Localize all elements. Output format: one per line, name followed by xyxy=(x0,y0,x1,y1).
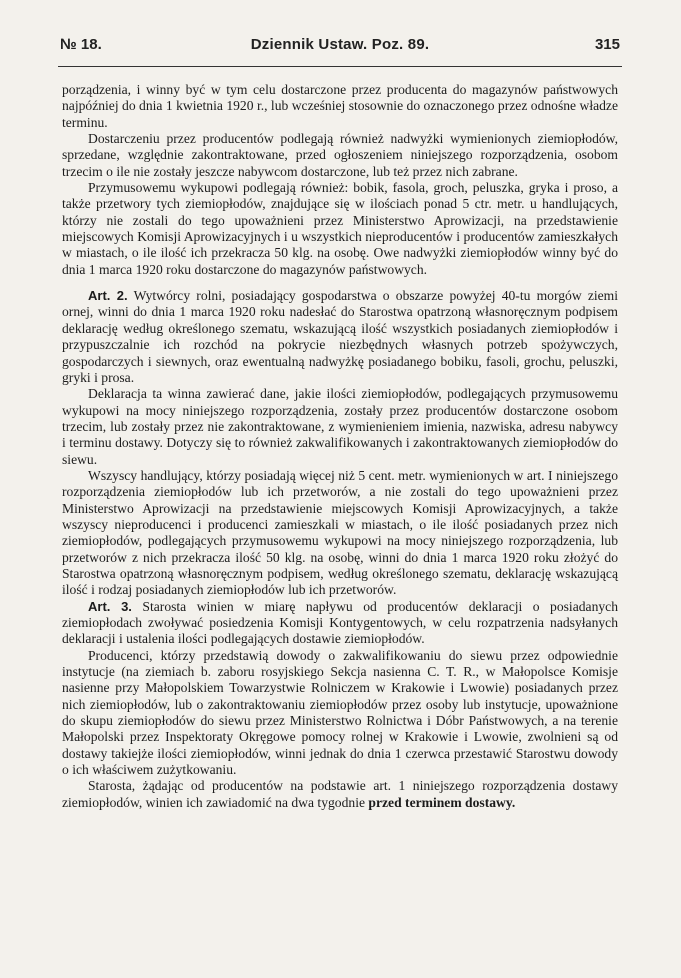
paragraph: Przymusowemu wykupowi podlegają również: bobik, fasola, groch, peluszka, gryka i proso, a także przetwory tych ziemiopłodów, znajdujące się w ilościach ponad 5 ctr. metr. u handlujących, którzy nie zostali do tego upoważnieni przez Ministerstwo Aprowizacji, na przedstawienie miejscowych Komisji Aprowizacyjnych i u wszystkich nieproducentów i producentów zamieszkałych w miastach, o ile ilość ich przekracza 50 klg. na osobę. Owe nadwyżki ziemiopłodów winny być do dnia 1 marca 1920 roku dostarczone do magazynów państwowych. xyxy=(62,180,618,277)
paragraph: Deklaracja ta winna zawierać dane, jakie ilości ziemiopłodów, podlegających przymusowemu wykupowi na mocy niniejszego rozporządzenia, zostały przez producentów dostarczone osobom trzecim, lub zostały przez nie zakontraktowane, z wymienieniem imienia, nazwiska, adresu nabywcy i terminu dostawy. Dotyczy się to również zakwalifikowanych i zakontraktowanych ziemiopłodów do siewu. xyxy=(62,386,618,467)
article-2-label: Art. 2. xyxy=(88,288,128,304)
paragraph: Producenci, którzy przedstawią dowody o zakwalifikowaniu do siewu przez odpowiednie instytucje (na ziemiach b. zaboru rosyjskiego Sekcja nasienna C. T. R., w Małopolsce Komisje nasienne przy Małopolskiem Towarzystwie Rolniczem w Krakowie i Lwowie) posiadanych przez nich ziemiopłodów, lub o zakontraktowaniu ziemiopłodów przez osoby lub instytucje, upoważnione do skupu ziemiopłodów do siewu przez Ministerstwo Rolnictwa i Dóbr Państwowych, a na terenie Małopolski przez Inspektoraty Okręgowe pomocy rolnej w Krakowie i Lwowie, zwolnieni są od dostawy takiejże ilości ziemiopłodów, winni jednak do dnia 1 czerwca przestawić Starostwu dowody o ich właściwem zużytkowaniu. xyxy=(62,647,618,778)
journal-title: Dziennik Ustaw. Poz. 89. xyxy=(250,36,430,53)
paragraph-final xyxy=(62,778,618,811)
page-number: 315 xyxy=(594,36,620,53)
article-3-text: Starosta winien w miarę napływu od producentów deklaracji o posiadanych ziemiopłodach zwoływać posiedzenia Komisji Kontygentowych, w celu rozpatrzenia nadsyłanych deklaracji i ustalenia ilości podlegających dostawie ziemiopłodów. xyxy=(62,598,618,647)
page-header xyxy=(60,36,620,58)
paragraph-continuation: porządzenia, i winny być w tym celu dostarczone przez producenta do magazynów państwowych najpóźniej do dnia 1 kwietnia 1920 r., lub wcześniej stosownie do oznaczonego przez odnośne władze terminu. xyxy=(62,82,618,130)
paragraph: Wszyscy handlujący, którzy posiadają więcej niż 5 cent. metr. wymienionych w art. I niniejszego rozporządzenia ziemiopłodów lub ich przetworów, a nie zostali do tego upoważnieni przez Ministerstwo Aprowizacji na przedstawienie miejscowych Komisji Aprowizacyjnych, a także wszyscy nieproducenci i producenci zamieszkali w miastach, o ile ilość posiadanych przez nich ziemiopłodów, podlegających przymusowemu wykupowi na mocy niniejszego rozporządzenia, lub przetworów z nich przekracza ilość 50 klg. na osobę, winni do dnia 1 marca 1920 roku złożyć do Starostwa opatrzoną własnoręcznym podpisem, według określonego szematu, deklarację wskazującą ilość i rodzaj posiadanych ziemiopłodów lub ich przetworów. xyxy=(62,467,618,598)
article-3 xyxy=(62,599,618,648)
final-bold-text: przed terminem dostawy. xyxy=(368,794,516,810)
final-text: Starosta, żądając od producentów na podstawie art. 1 niniejszego rozporządzenia dostawy ziemiopłodów, winien ich zawiadomić na dwa tygodnie xyxy=(62,778,618,810)
paragraph: Dostarczeniu przez producentów podlegają również nadwyżki wymienionych ziemiopłodów, sprzedane, względnie zakontraktowane, przed ogłoszeniem niniejszego rozporządzenia, osobom trzecim o ile nie zostały jeszcze nabywcom dostarczone, lub też przez nich zabrane. xyxy=(62,131,618,179)
header-rule xyxy=(58,66,622,67)
article-2-text: Wytwórcy rolni, posiadający gospodarstwa o obszarze powyżej 40-tu morgów ziemi ornej, winni do dnia 1 marca 1920 roku nadesłać do Starostwa opatrzoną własnoręcznym podpisem deklarację według określonego szematu, wskazującą ilość wszystkich posiadanych ziemiopłodów i przypuszczalnie ich rozchód na pokrycie niezbędnych własnych potrzeb spożywczych, gospodarczych i siewnych, oraz ewentualną nadwyżkę posiadanego bobiku, fasoli, grochu, peluszki, gryki i prosa. xyxy=(62,288,619,385)
document-body xyxy=(62,82,618,811)
article-2 xyxy=(62,288,618,386)
issue-number: № 18. xyxy=(60,36,102,53)
article-3-label: Art. 3. xyxy=(88,598,132,614)
